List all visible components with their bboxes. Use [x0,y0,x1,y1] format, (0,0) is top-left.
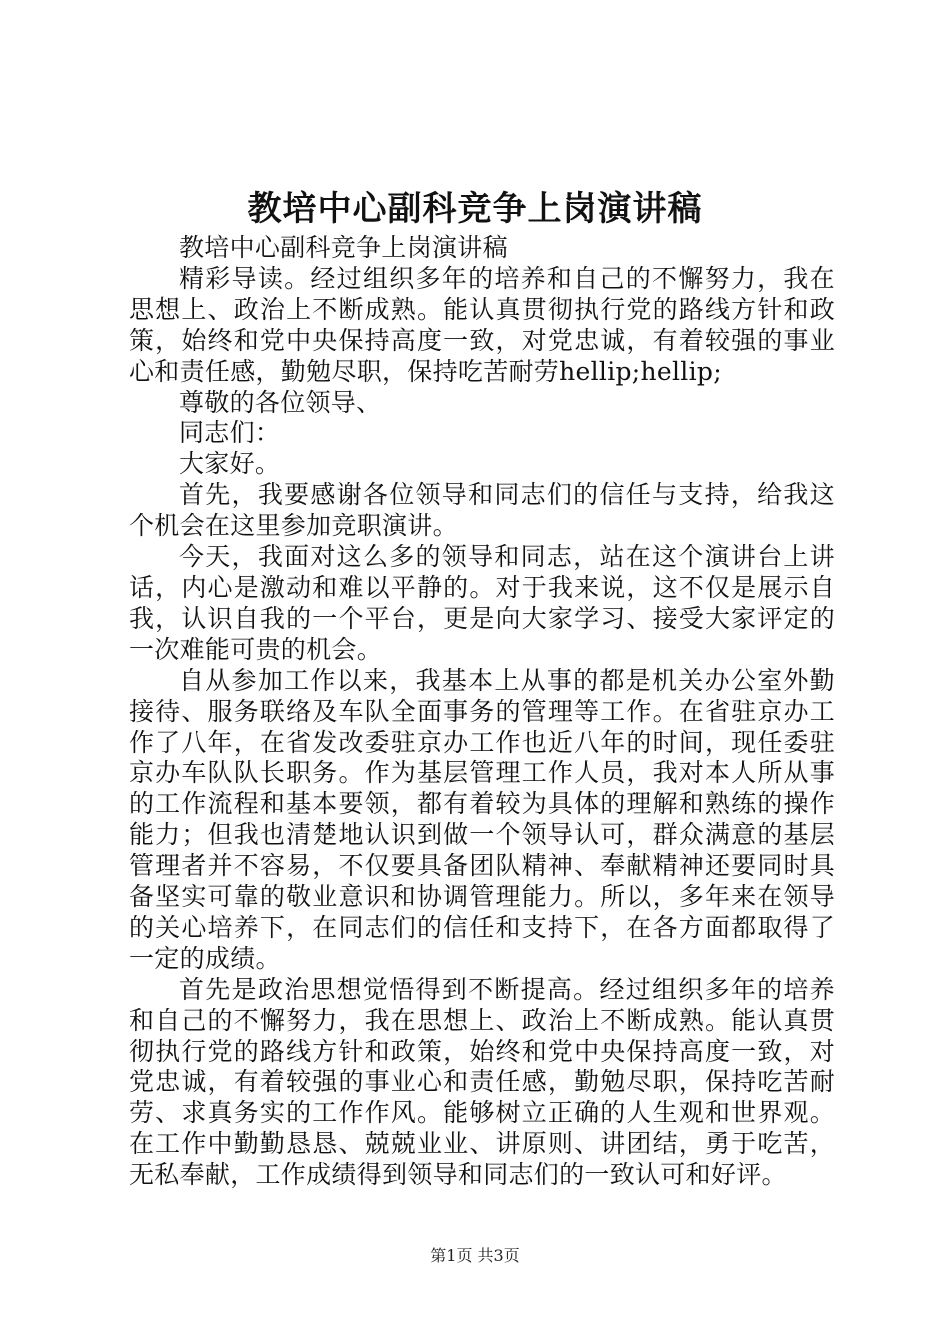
page-footer: 第1页 共3页 [430,1246,520,1265]
paragraph-salutation-leaders: 尊敬的各位领导、 [179,387,382,417]
paragraph-subtitle: 教培中心副科竞争上岗演讲稿 [179,233,508,262]
paragraph-greeting: 大家好。 [179,449,281,479]
paragraph-work-history: 自从参加工作以来，我基本上从事的都是机关办公室外勤接待、服务联络及车队全面事务的管理等工作。在省驻京办工作了八年，在省发改委驻京办工作也近八年的时间，现任委驻京办车队队长职务。作为基层管理工作人员，我对本人所从事的工作流程和基本要领，都有着较为具体的理解和熟练的操作能力；但我也清楚地认识到做一个领导认可，群众满意的基层管理者并不容易，不仅要具备团队精神、奉献精神还要同时具备坚实可靠的敬业意识和协调管理能力。所以，多年来在领导的关心培养下，在同志们的信任和支持下，在各方面都取得了一定的成绩。 [129,665,835,973]
paragraph-salutation-comrades: 同志们： [179,418,281,448]
paragraph-intro: 精彩导读。经过组织多年的培养和自己的不懈努力，我在思想上、政治上不断成熟。能认真贯彻执行党的路线方针和政策，始终和党中央保持高度一致，对党忠诚，有着较强的事业心和责任感，勤勉尽职，保持吃苦耐劳hellip;hellip; [129,263,835,386]
document-body [129,233,835,1191]
document-title: 教培中心副科竞争上岗演讲稿 [247,189,703,229]
paragraph-today: 今天，我面对这么多的领导和同志，站在这个演讲台上讲话，内心是激动和难以平静的。对于我来说，这不仅是展示自我，认识自我的一个平台，更是向大家学习、接受大家评定的一次难能可贵的机会。 [129,542,835,664]
paragraph-political: 首先是政治思想觉悟得到不断提高。经过组织多年的培养和自己的不懈努力，我在思想上、政治上不断成熟。能认真贯彻执行党的路线方针和政策，始终和党中央保持高度一致，对党忠诚，有着较强的事业心和责任感，勤勉尽职，保持吃苦耐劳、求真务实的工作作风。能够树立正确的人生观和世界观。在工作中勤勤恳恳、兢兢业业、讲原则、讲团结，勇于吃苦，无私奉献，工作成绩得到领导和同志们的一致认可和好评。 [129,974,835,1190]
paragraph-thanks: 首先，我要感谢各位领导和同志们的信任与支持，给我这个机会在这里参加竞职演讲。 [129,480,835,541]
